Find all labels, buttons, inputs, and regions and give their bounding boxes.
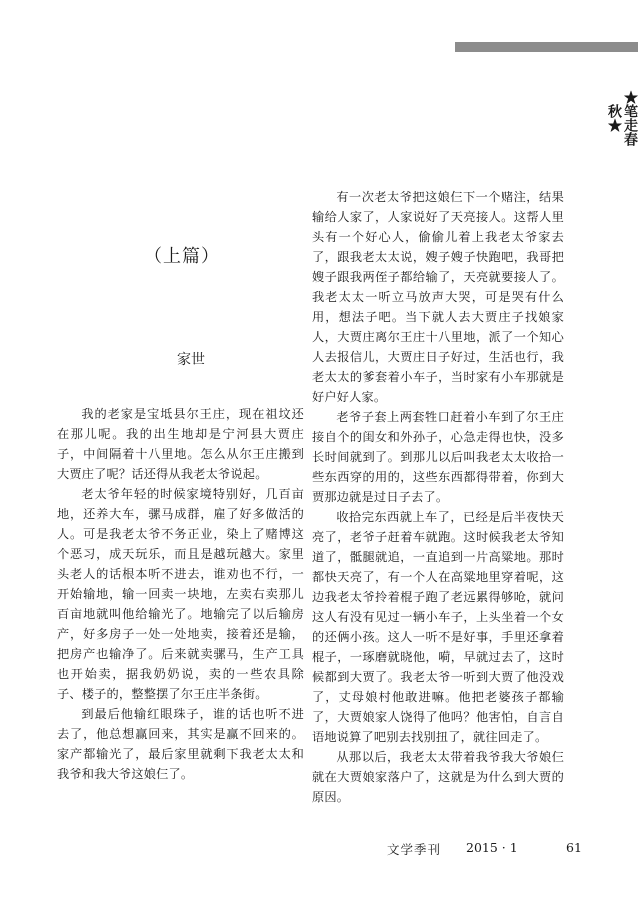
paragraph: 到最后他输红眼珠子，谁的话也听不进去了，他总想赢回来，其实是赢不回来的。家产都输光了，最后家里就剩下我老太太和我爷和我大爷这娘仨了。 — [57, 707, 304, 781]
section-title: 家世 — [177, 352, 205, 368]
paragraph: 有一次老太爷把这娘仨下一个赌注，结果输给人家了，人家说好了天亮接人。这帮人里头有一个好心人，偷偷儿着上我老太爷家去了，跟我老太太说，嫂子嫂子快跑吧，我哥把嫂子跟我两侄子都给输了，天亮就要接人了。我老太太一听立马放声大哭，可是哭有什么用，想法子吧。当下就人去大贾庄子找娘家人，大贾庄离尔王庄十八里地，派了一个知心人去报信儿，大贾庄日子好过，生活也行，我老太太的爹套着小车子，当时家有小车那就是好户好人家。 — [312, 190, 564, 404]
left-text-column — [57, 404, 304, 784]
footer-journal-name: 文学季刊 — [387, 842, 442, 857]
footer-issue: 2015 · 1 — [466, 840, 518, 855]
paragraph: 老爷子套上两套牲口赶着小车到了尔王庄接自个的闺女和外孙子，心急走得也快，没多长时间就到了。到那儿以后叫我老太太收拾一些东西穿的用的，这些东西都得带着，你到大贾那边就是过日子去了。 — [312, 410, 564, 504]
paragraph: 我的老家是宝坻县尔王庄，现在祖坟还在那儿呢。我的出生地却是宁河县大贾庄子，中间隔着十八里地。怎么从尔王庄搬到大贾庄了呢？话还得从我老太爷说起。 — [57, 407, 304, 481]
paragraph: 收拾完东西就上车了，已经是后半夜快天亮了，老爷子赶着车就跑。这时候我老太爷知道了，骶腿就追，一直追到一片高粱地。那时都快天亮了，有一个人在高粱地里穿着呢，这边我老太爷拎着棍子跑了老远累得够呛，就问这人有没有见过一辆小车子，上头坐着一个女的还俩小孩。这人一听不是好事，手里还拿着棍子，一琢磨就晓他，嗬，早就过去了，这时候都到大贾了。我老太爷一听到大贾了他没戏了，丈母娘村他敢进嘛。他把老婆孩子都输了，大贾娘家人饶得了他吗？他害怕，自言自语地说算了吧别去找别扭了，就往回走了。 — [312, 510, 564, 744]
paragraph: 老太爷年轻的时候家境特别好，几百亩地，还养大车，骡马成群，雇了好多做活的人。可是我老太爷不务正业，染上了赌博这个恶习，成天玩乐，而且是越玩越大。家里头老人的话根本听不进去，谁劝也不行，一开始输地，输一回卖一块地，左卖右卖那儿百亩地就叫他给输光了。地输完了以后输房产，好多房子一处一处地卖，接着还是输，把房产也输净了。后来就卖骡马，生产工具也开始卖，据我奶奶说，卖的一些农具除子、楼子的，整整摆了尔王庄半条街。 — [57, 487, 304, 701]
section-side-tab: ★笔走春秋★ — [606, 90, 638, 146]
part-title: （上篇） — [144, 246, 220, 267]
footer-page-number: 61 — [566, 840, 582, 855]
paragraph: 从那以后，我老太太带着我爷我大爷娘仨就在大贾娘家落户了，这就是为什么到大贾的原因。 — [312, 750, 564, 804]
right-text-column — [312, 187, 564, 807]
header-decorative-band — [455, 42, 638, 52]
